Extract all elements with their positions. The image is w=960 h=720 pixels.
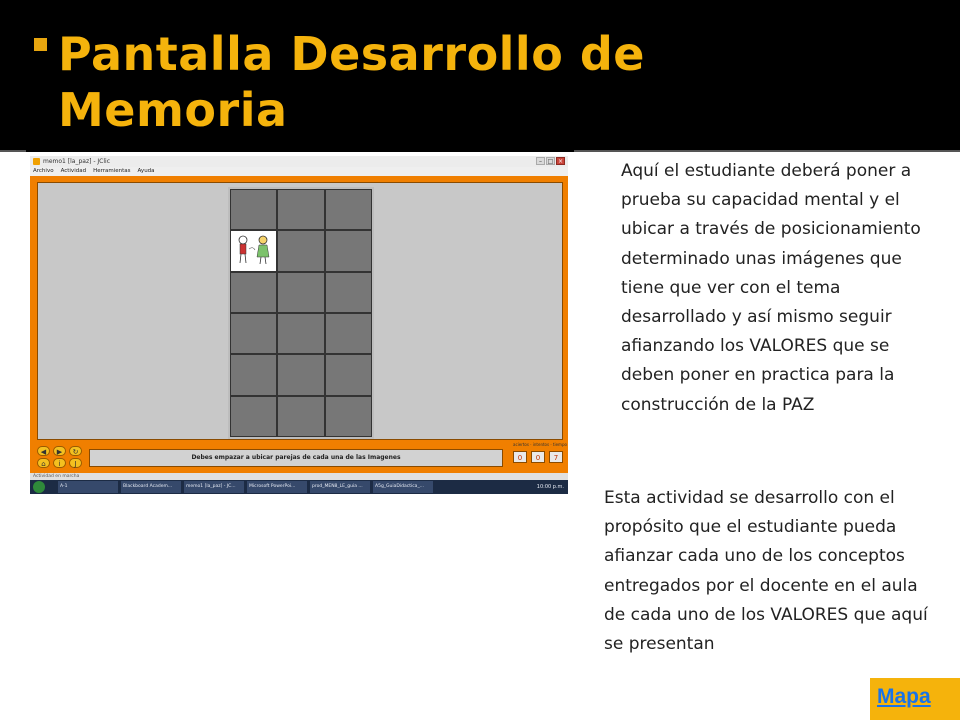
- start-button-icon[interactable]: [33, 481, 45, 493]
- menu-actividad[interactable]: Actividad: [60, 168, 87, 174]
- memory-card[interactable]: [277, 230, 324, 271]
- previous-arrow-icon[interactable]: ◀: [37, 446, 50, 456]
- taskbar-item[interactable]: prod_MEN8_LE_guia ...: [310, 481, 370, 493]
- memory-card[interactable]: [230, 272, 277, 313]
- taskbar-item[interactable]: A5g_GuiaDidactica_...: [373, 481, 433, 493]
- divider-left: [0, 150, 26, 152]
- jclic-logo-icon[interactable]: J: [69, 458, 82, 468]
- taskbar-item[interactable]: A-1: [58, 481, 118, 493]
- memory-card[interactable]: [325, 396, 372, 437]
- minimize-button[interactable]: –: [536, 157, 545, 165]
- memory-card[interactable]: [325, 230, 372, 271]
- memory-card-revealed[interactable]: [230, 230, 277, 271]
- memory-card[interactable]: [230, 189, 277, 230]
- window-status: Actividad en marcha: [30, 473, 568, 480]
- home-icon[interactable]: ⌂: [37, 458, 50, 468]
- window-titlebar: [30, 156, 568, 167]
- next-arrow-icon[interactable]: ▶: [53, 446, 66, 456]
- restart-icon[interactable]: ↻: [69, 446, 82, 456]
- counter-tiempo: 7: [549, 451, 563, 463]
- counter-intentos: 0: [531, 451, 545, 463]
- memory-card[interactable]: [230, 313, 277, 354]
- memory-grid: [228, 187, 374, 439]
- memory-card[interactable]: [277, 272, 324, 313]
- taskbar-item[interactable]: Microsoft PowerPoi...: [247, 481, 307, 493]
- memory-card[interactable]: [230, 354, 277, 395]
- taskbar-item[interactable]: memo1 [la_paz] - JC...: [184, 481, 244, 493]
- menu-bar: [30, 167, 568, 176]
- counter-aciertos: 0: [513, 451, 527, 463]
- windows-taskbar: [30, 480, 568, 494]
- menu-herramientas[interactable]: Herramientas: [93, 168, 131, 174]
- menu-archivo[interactable]: Archivo: [33, 168, 54, 174]
- slide-title: Pantalla Desarrollo de Memoria: [58, 27, 645, 137]
- memory-card[interactable]: [325, 313, 372, 354]
- menu-ayuda[interactable]: Ayuda: [137, 168, 155, 174]
- activity-area: [37, 182, 563, 440]
- memory-card[interactable]: [325, 272, 372, 313]
- maximize-button[interactable]: □: [547, 158, 554, 165]
- memory-card[interactable]: [277, 396, 324, 437]
- taskbar-clock: 10:00 p.m.: [536, 484, 564, 490]
- memory-card[interactable]: [277, 313, 324, 354]
- activity-controls: [33, 442, 567, 470]
- window-title: memo1 [la_paz] - JClic: [43, 158, 111, 165]
- memory-card[interactable]: [230, 396, 277, 437]
- app-screenshot: [30, 156, 568, 494]
- info-icon[interactable]: i: [53, 458, 66, 468]
- cartoon-figures-image: [233, 233, 275, 267]
- mapa-link-box: [870, 678, 960, 720]
- memory-card[interactable]: [325, 354, 372, 395]
- memory-card[interactable]: [325, 189, 372, 230]
- description-paragraph-1: Aquí el estudiante deberá poner a prueba su capacidad mental y el ubicar a través de posicionamiento determinado unas imágenes que tiene que ver con el tema desarrollado y así mismo seguir afianzando los VALORES que se deben poner en practica para la construcción de la PAZ: [621, 161, 921, 415]
- activity-message: Debes empazar a ubicar parejas de cada una de las Imagenes: [89, 449, 503, 467]
- counter-labels: aciertos · intentos · tiempo: [513, 442, 567, 447]
- close-button[interactable]: ×: [557, 158, 564, 165]
- memory-card[interactable]: [277, 189, 324, 230]
- mapa-link[interactable]: Mapa: [877, 685, 931, 708]
- taskbar-item[interactable]: Blackboard Academ...: [121, 481, 181, 493]
- memory-card[interactable]: [277, 354, 324, 395]
- description-paragraph-2: Esta actividad se desarrollo con el propósito que el estudiante pueda afianzar cada uno de los conceptos entregados por el docente en el aula de cada uno de los VALORES que aquí se presentan: [604, 488, 928, 655]
- title-bullet: [34, 38, 47, 51]
- divider-right: [574, 150, 960, 152]
- jclic-app-icon: [33, 158, 40, 165]
